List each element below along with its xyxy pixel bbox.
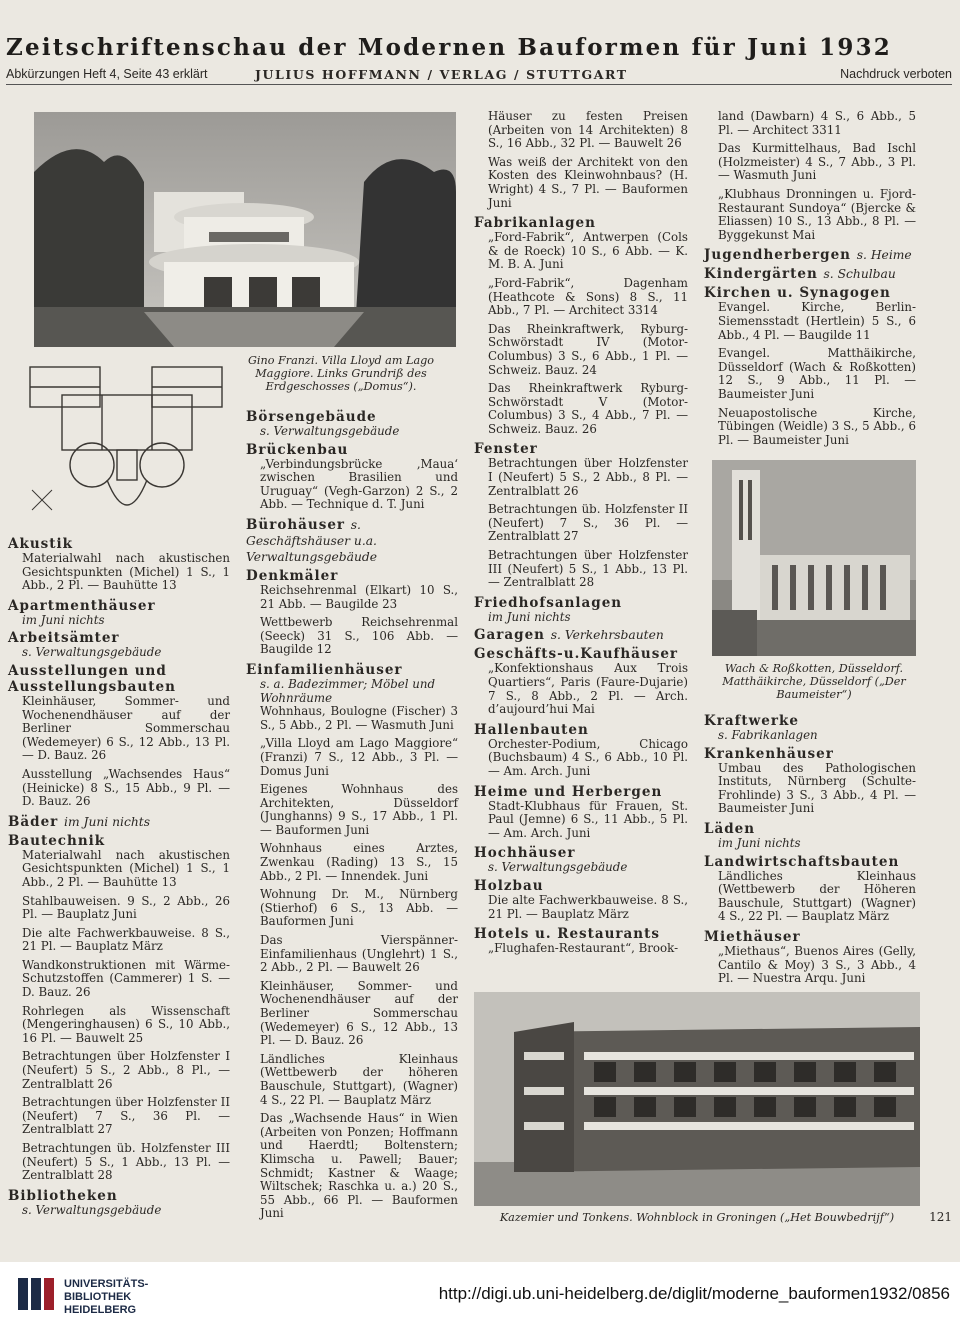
section-heading: [8, 833, 230, 849]
section-heading: [704, 266, 916, 282]
cross-reference: s. Verwaltungsgebäude: [22, 1202, 162, 1217]
heading-text: Bautechnik: [8, 832, 106, 849]
index-entry: Betrachtungen über Holzfenster I (Neufert) 5 S., 2 Abb., 8 Pl., — Zentralblatt 26: [22, 1049, 230, 1091]
column-4: [704, 110, 916, 452]
section-heading: [704, 247, 916, 263]
heading-text: Akustik: [8, 536, 73, 552]
heading-text: Garagen: [474, 627, 545, 644]
index-entry: Orchester-Podium, Chicago (Buchsbaum) 4 S., 6 Abb., 10 Pl. — Am. Arch. Juni: [488, 736, 688, 778]
heading-text: Krankenhäuser: [704, 745, 834, 762]
section-heading: [474, 627, 688, 643]
heading-text: Friedhofsanlagen: [474, 594, 623, 611]
index-entry: Reichsehrenmal (Elkart) 10 S., 21 Abb. — Baugilde 23: [260, 582, 458, 611]
index-entry: Das Vierspänner-Einfamilienhaus (Unglehrt) 1 S., 2 Abb., 2 Pl. — Bauwelt 26: [260, 933, 458, 975]
index-entry: Rohrlegen als Wissenschaft (Mengeringhausen) 6 S., 10 Abb., 16 Pl. — Bauwelt 25: [22, 1003, 230, 1045]
heading-text: Hochhäuser: [474, 845, 576, 862]
heading-text: Apartmenthäuser: [8, 597, 156, 614]
section-heading: [474, 845, 688, 861]
floor-plan-drawing: [22, 355, 232, 530]
heading-reference: s. Heime: [856, 248, 912, 263]
index-entry: Betrachtungen üb. Holzfenster III (Neufert) 5 S., 1 Abb., 13 Pl. — Zentralblatt 28: [22, 1141, 230, 1183]
section-heading: [246, 662, 458, 678]
index-entry: Betrachtungen über Holzfenster III (Neufert) 5 S., 1 Abb., 13 Pl. — Zentralblatt 28: [488, 548, 688, 590]
heading-text: Hallenbauten: [474, 721, 589, 738]
masthead-title: Zeitschriftenschau der Modernen Bauformen für Juni 1932: [6, 34, 892, 61]
index-entry: Eigenes Wohnhaus des Architekten, Düsseldorf (Junghanns) 9 S., 17 Abb., 1 Pl. — Bauformen Juni: [260, 782, 458, 837]
index-entry: Wohnhaus, Boulogne (Fischer) 3 S., 5 Abb., 2 Pl. — Wasmuth Juni: [260, 704, 458, 732]
section-heading: [704, 285, 916, 301]
library-line-1: UNIVERSITÄTS-: [64, 1278, 149, 1290]
heading-text: Fenster: [474, 441, 538, 458]
section-heading: [474, 926, 688, 942]
church-caption: Wach & Roßkotten, Düsseldorf. Matthäikirche, Düsseldorf („Der Baumeister“): [722, 662, 906, 701]
section-heading: [246, 409, 458, 425]
index-entry: Die alte Fachwerkbauweise. 8 S., 21 Pl. — Bauplatz März: [22, 925, 230, 954]
index-entry: Was weiß der Architekt von den Kosten des Kleinwohnbaus? (H. Wright) 4 S., 7 Pl. — Bauformen Juni: [488, 154, 688, 210]
index-entry: „Villa Lloyd am Lago Maggiore“ (Franzi) 7 S., 12 Abb., 3 Pl. — Domus Juni: [260, 736, 458, 778]
heading-text: Hotels u. Restaurants: [474, 926, 660, 943]
heading-text: Brückenbau: [246, 441, 349, 458]
index-entry: Kleinhäuser, Sommer- und Wochenendhäuser auf der Berliner Sommerschau (Wedemeyer) 6 S., 12 Abb., 13 Pl. — D. Bauz. 26: [22, 693, 230, 763]
housing-caption: Kazemier und Tonkens. Wohnblock in Groningen („Het Bouwbedrijf“): [499, 1211, 895, 1224]
index-entry: „Ford-Fabrik“, Antwerpen (Cols & de Roeck) 10 S., 6 Abb. — K. M. B. A. Juni: [488, 230, 688, 272]
library-line-3: HEIDELBERG: [64, 1304, 137, 1316]
publisher-line: JULIUS HOFFMANN / VERLAG / STUTTGART: [255, 67, 628, 82]
index-entry: „Flughafen-Restaurant“, Brook-: [488, 941, 679, 956]
section-heading: [474, 441, 688, 457]
heading-reference: s. Geschäftshäuser u.a. Verwaltungsgebäude: [246, 517, 378, 564]
index-entry: Neuapostolische Kirche, Tübingen (Weidle) 3 S., 5 Abb., 6 Pl. — Baumeister Juni: [718, 405, 916, 447]
column-2: [246, 406, 458, 1226]
villa-caption: Gino Franzi. Villa Lloyd am Lago Maggiore. Links Grundriß des Erdgeschosses („Domus“).: [247, 354, 435, 393]
heading-text: Bäder: [8, 813, 59, 830]
source-url[interactable]: http://digi.ub.uni-heidelberg.de/diglit/moderne_bauformen1932/0856: [438, 1284, 950, 1303]
section-heading: [474, 722, 688, 738]
heading-text: Denkmäler: [246, 567, 339, 584]
index-entry: „Klubhaus Dronningen u. Fjord-Restaurant Sundoya“ (Bjercke & Eliassen) 10 S., 13 Abb., 8 Pl. — Byggekunst Mai: [718, 186, 916, 242]
heading-text: Fabrikanlagen: [474, 215, 596, 232]
heading-reference: s. Schulbau: [823, 267, 896, 282]
section-heading: [704, 929, 916, 945]
library-line-2: BIBLIOTHEK: [64, 1291, 132, 1303]
footer-bar: [0, 1262, 960, 1338]
library-logo-icon: [14, 1272, 58, 1316]
section-heading: [704, 854, 916, 870]
heading-text: Bibliotheken: [8, 1187, 118, 1204]
library-name: [64, 1278, 148, 1317]
section-heading: [704, 713, 916, 729]
index-entry: Evangel. Kirche, Berlin-Siemensstadt (Hertlein) 5 S., 6 Abb., 4 Pl. — Baugilde 11: [718, 300, 916, 342]
index-entry: Betrachtungen über Holzfenster I (Neufert) 5 S., 2 Abb., 8 Pl. — Zentralblatt 26: [488, 456, 688, 498]
index-entry: Das Rheinkraftwerk, Ryburg-Schwörstadt IV (Motor-Columbus) 3 S., 6 Abb., 1 Pl. — Schweiz. Bauz. 24: [488, 321, 688, 377]
section-heading: [8, 814, 230, 830]
cross-reference: s. Verwaltungsgebäude: [22, 645, 162, 660]
section-heading: [474, 595, 688, 611]
section-heading: [474, 878, 688, 894]
index-entry: Die alte Fachwerkbauweise. 8 S., 21 Pl. — Bauplatz März: [488, 892, 688, 921]
heading-text: Holzbau: [474, 877, 544, 894]
section-heading: [474, 646, 688, 662]
heading-text: Geschäfts-u.Kaufhäuser: [474, 646, 679, 663]
index-entry: Betrachtungen üb. Holzfenster II (Neufert) 7 S., 36 Pl. — Zentralblatt 27: [488, 502, 688, 544]
section-heading: [474, 784, 688, 800]
index-entry: Wandkonstruktionen mit Wärme-Schutzstoffen (Cammerer) 1 S. — D. Bauz. 26: [22, 957, 230, 1000]
section-heading: [246, 442, 458, 458]
cross-reference: s. Verwaltungsgebäude: [488, 860, 628, 875]
heading-text: Läden: [704, 820, 756, 837]
section-heading: [8, 598, 230, 614]
index-entry: Ausstellung „Wachsendes Haus“ (Heinicke) 8 S., 15 Abb., 9 Pl. — D. Bauz. 26: [22, 766, 230, 809]
heading-text: Einfamilienhäuser: [246, 661, 403, 678]
heading-text: Heime und Herbergen: [474, 783, 663, 800]
villa-photo: [34, 112, 456, 347]
cross-reference: im Juni nichts: [22, 612, 105, 627]
index-entry: Evangel. Matthäikirche, Düsseldorf (Wach & Roßkotten) 12 S., 9 Abb., 11 Pl. — Baumeister Juni: [718, 346, 916, 401]
index-entry: Stadt-Klubhaus für Frauen, St. Paul (Jemne) 6 S., 11 Abb., 5 Pl. — Am. Arch. Juni: [488, 798, 688, 840]
cross-reference: s. Verwaltungsgebäude: [260, 424, 400, 438]
heading-text: Kirchen u. Synagogen: [704, 285, 891, 302]
index-entry: Häuser zu festen Preisen (Arbeiten von 14 Architekten) 8 S., 16 Abb., 32 Pl. — Bauwelt 26: [488, 109, 688, 151]
index-entry: Wettbewerb Reichsehrenmal (Seeck) 31 S., 106 Abb. — Baugilde 12: [260, 615, 458, 657]
housing-block-photo: [474, 992, 920, 1206]
index-entry: Das Kurmittelhaus, Bad Ischl (Holzmeister) 4 S., 7 Abb., 3 Pl. — Wasmuth Juni: [718, 141, 916, 183]
heading-reference: s. Verkehrsbauten: [550, 628, 664, 643]
heading-text: Arbeitsämter: [8, 630, 120, 647]
heading-reference: im Juni nichts: [64, 814, 151, 829]
heading-text: Jugendherbergen: [704, 247, 851, 264]
section-heading: [246, 517, 458, 565]
index-entry: Ländliches Kleinhaus (Wettbewerb der höheren Bauschule, Stuttgart), (Wagner) 4 S., 22 Pl. — Bauplatz März: [260, 1051, 458, 1107]
section-heading: [8, 663, 230, 695]
section-heading: [474, 215, 688, 231]
heading-text: Bürohäuser: [246, 516, 346, 533]
index-entry: „Miethaus“, Buenos Aires (Gelly, Cantilo & Moy) 3 S., 3 Abb., 4 Pl. — Nuestra Arqu. Juni: [718, 943, 916, 986]
heading-text: Miethäuser: [704, 928, 801, 945]
index-entry: Umbau des Pathologischen Instituts, Nürnberg (Schulte-Frohlinde) 3 S., 3 Abb., 4 Pl. — Baumeister Juni: [718, 760, 916, 816]
page-number: 121: [929, 1210, 952, 1224]
index-entry: land (Dawbarn) 4 S., 6 Abb., 5 Pl. — Architect 3311: [718, 109, 916, 137]
section-heading: [8, 1188, 230, 1204]
section-heading: [8, 630, 230, 646]
index-entry: Das Rheinkraftwerk Ryburg-Schwörstadt V (Motor-Columbus) 3 S., 4 Abb., 7 Pl. — Schweiz. Bauz. 26: [488, 381, 688, 436]
section-heading: [704, 821, 916, 837]
index-entry: Materialwahl nach akustischen Gesichtspunkten (Michel) 1 S., 1 Abb., 2 Pl. — Bauhütte 13: [22, 847, 230, 889]
section-heading: [246, 568, 458, 584]
heading-text: Börsengebäude: [246, 409, 377, 425]
heading-text: Landwirtschaftsbauten: [704, 853, 900, 870]
heading-text: Ausstellungen und Ausstellungsbauten: [8, 662, 176, 695]
header-rule: [6, 84, 952, 85]
column-3: [474, 110, 688, 961]
abbrev-note: Abkürzungen Heft 4, Seite 43 erklärt: [6, 67, 208, 81]
index-entry: Betrachtungen über Holzfenster II (Neufert) 7 S., 36 Pl. — Zentralblatt 27: [22, 1095, 230, 1137]
cross-reference: s. Fabrikanlagen: [718, 728, 818, 742]
cross-reference: im Juni nichts: [718, 835, 801, 850]
index-entry: Wohnung Dr. M., Nürnberg (Stierhof) 6 S., 13 Abb. — Bauformen Juni: [260, 887, 458, 929]
index-entry: Ländliches Kleinhaus (Wettbewerb der Höheren Bauschule, Stuttgart) (Wagner) 4 S., 22 Pl. — Bauplatz März: [718, 868, 916, 924]
heading-text: Kindergärten: [704, 266, 818, 283]
index-entry: Das „Wachsende Haus“ in Wien (Arbeiten von Ponzen; Hoffmann und Haerdtl; Boltenstern; Klimscha u. Pawell; Bauer; Schmidt; Kastner & Waage; Wiltschek; Raschka u. a.) 20 S., 55 Abb., 66 Pl. — Bauformen Juni: [260, 1111, 458, 1221]
column-4-lower: [704, 710, 916, 991]
cross-reference: s. a. Badezimmer; Möbel und Wohnräume: [260, 676, 436, 705]
index-entry: Kleinhäuser, Sommer- und Wochenendhäuser auf der Berliner Sommerschau (Wedemeyer) 6 S., 12 Abb., 13 Pl. — D. Bauz. 26: [260, 978, 458, 1048]
heading-text: Kraftwerke: [704, 713, 799, 729]
church-photo: [712, 460, 916, 656]
section-heading: [704, 746, 916, 762]
index-entry: „Konfektionshaus Aux Trois Quartiers“, Paris (Faure-Dujarie) 7 S., 8 Abb., 2 Pl. — Arch. d’aujourd’hui Mai: [488, 661, 688, 717]
index-entry: Materialwahl nach akustischen Gesichtspunkten (Michel) 1 S., 1 Abb., 2 Pl. — Bauhütte 13: [22, 551, 230, 593]
index-entry: Wohnhaus eines Arztes, Zwenkau (Rading) 13 S., 15 Abb., 2 Pl. — Innendek. Juni: [260, 841, 458, 883]
column-1: [8, 533, 230, 1217]
section-heading: [8, 536, 230, 552]
index-entry: „Ford-Fabrik“, Dagenham (Heathcote & Sons) 8 S., 11 Abb., 7 Pl. — Architect 3314: [488, 275, 688, 318]
index-entry: Stahlbauweisen. 9 S., 2 Abb., 26 Pl. — Bauplatz Juni: [22, 893, 230, 922]
cross-reference: im Juni nichts: [488, 609, 571, 624]
copyright-note: Nachdruck verboten: [840, 67, 952, 81]
index-entry: „Verbindungsbrücke ‚Maua‘ zwischen Brasilien und Uruguay“ (Vegh-Garzon) 2 S., 2 Abb. — Technique d. T. Juni: [260, 456, 458, 512]
